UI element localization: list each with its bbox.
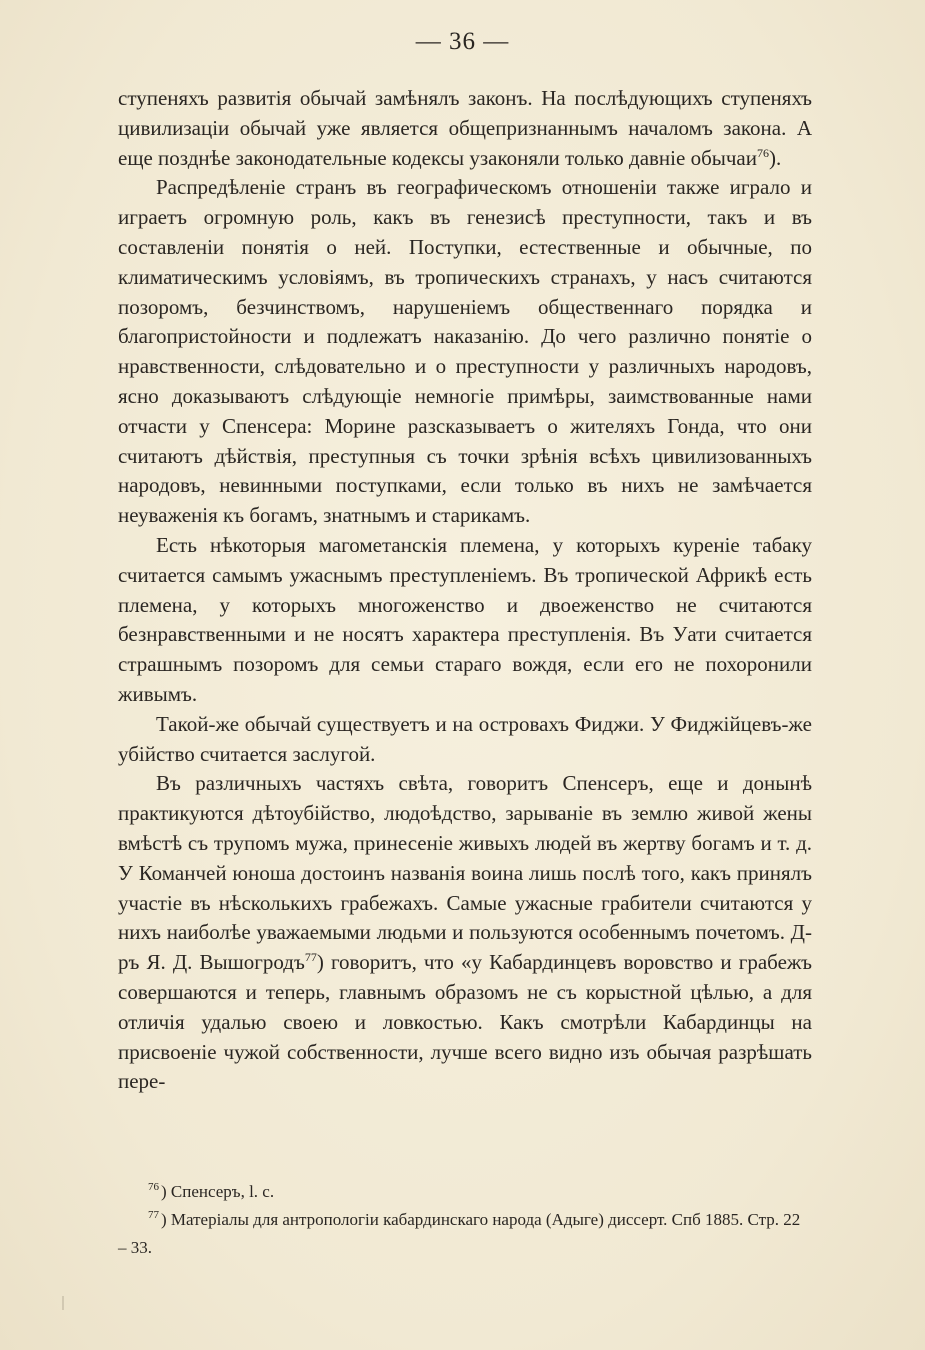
paragraph	[118, 531, 812, 710]
paragraph-text: Такой-же обычай существуетъ и на островахъ Фиджи. У Фиджійцевъ-же убійство считается заслугой.	[118, 711, 812, 766]
body-text	[118, 84, 812, 1097]
paragraph-text: Есть нѣкоторыя магометанскія племена, у которыхъ куреніе табаку считается самымъ ужаснымъ преступленіемъ. Въ тропической Африкѣ есть племена, у которыхъ многоженство и двоеженство не считаются безнравственными и не носятъ характера преступленія. Въ Уати считается страшнымъ позоромъ для семьи стараго вождя, если его не похоронили живымъ.	[118, 532, 812, 706]
paragraph-text: Въ различныхъ частяхъ свѣта, говоритъ Спенсеръ, еще и донынѣ практикуются дѣтоубійство, людоѣдство, зарываніе въ землю живой жены вмѣстѣ съ трупомъ мужа, принесеніе живыхъ людей въ жертву богамъ и т. д. У Команчей юноша достоинъ названія воина лишь послѣ того, какъ принялъ участіе въ нѣсколькихъ грабежахъ. Самые ужасные грабители считаются у нихъ наиболѣе уважаемыми людьми и пользуются особеннымъ почетомъ. Д-ръ Я. Д. Вышогродъ	[118, 771, 812, 975]
footnote-text: ) Матеріалы для антропологіи кабардинскаго народа (Адыге) диссерт. Спб 1885. Стр. 22 – 33.	[118, 1210, 801, 1257]
footnote-reference[interactable]: 76	[757, 145, 769, 160]
paper-speck	[62, 1296, 64, 1310]
page-number: — 36 —	[415, 28, 510, 55]
footnote-text: ) Спенсеръ, l. c.	[161, 1182, 275, 1201]
footnote-mark: 77	[148, 1209, 159, 1222]
footnotes	[118, 1178, 812, 1262]
footnote	[118, 1206, 812, 1262]
footnote-reference[interactable]: 77	[304, 950, 317, 965]
paragraph	[118, 84, 812, 173]
footnote-mark: 76	[148, 1181, 159, 1194]
paragraph	[118, 710, 812, 770]
paragraph-text: ступеняхъ развитія обычай замѣнялъ законъ. На послѣдующихъ ступеняхъ цивилизаціи обычай уже является общепризнаннымъ началомъ закона. А еще позднѣе законодательные кодексы узаконяли только давніе обычаи	[118, 86, 812, 170]
paragraph-text: Распредѣленіе странъ въ географическомъ отношеніи также играло и играетъ огромную роль, какъ въ генезисѣ преступности, такъ и въ составленіи понятія о ней. Поступки, естественные и обычные, по климатическимъ условіямъ, въ тропическихъ странахъ, у насъ считаются позоромъ, безчинствомъ, нарушеніемъ общественнаго порядка и благопристойности и подлежатъ наказанію. До чего различно понятіе о нравственности, слѣдовательно и о преступности у различныхъ народовъ, ясно доказываютъ слѣдующіе немногіе примѣры, заимствованные нами отчасти у Спенсера: Морине разсказываетъ о жителяхъ Гонда, что они считаютъ дѣйствія, преступныя съ точки зрѣнія всѣхъ цивилизованныхъ народовъ, невинными поступками, если только въ нихъ не замѣчается неуваженія къ богамъ, знатнымъ и старикамъ.	[118, 175, 812, 528]
footnote	[118, 1178, 812, 1206]
paragraph-text-tail: ).	[769, 145, 782, 170]
paragraph-text-tail: ) говоритъ, что «у Кабардинцевъ воровство и грабежъ совершаются и теперь, главнымъ образомъ не съ корыстной цѣлью, а для отличія удалью своею и ловкостью. Какъ смотрѣли Кабардинцы на присвоеніе чужой собственности, лучше всего видно изъ обычая разрѣшать пере-	[118, 950, 812, 1094]
paragraph	[118, 173, 812, 531]
paragraph	[118, 769, 812, 1097]
